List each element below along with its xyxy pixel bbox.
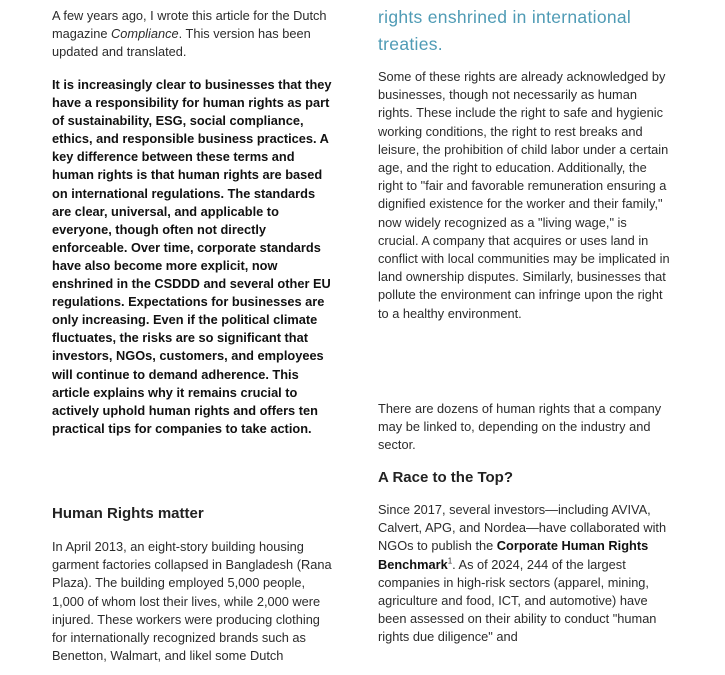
benchmark-link: Corporate Human Rights Benchmark xyxy=(378,538,649,572)
rights-paragraph: Some of these rights are already acknowledged by businesses, though not necessarily as human rights. These include the right to safe and hygienic working conditions, the right to rest breaks and leisure, the prohibition of child labor under a certain age, and the right to education. Additionally, the right to "fair and favorable remuneration ensuring a dignified existence for the worker and their family," now widely recognized as a "living wage," is crucial. A company that acquires or uses land in conflict with local communities may be implicated in land ownership disputes. Similarly, businesses that pollute the environment can infringe upon the right to a healthy environment. xyxy=(378,69,670,321)
dozens-paragraph: There are dozens of human rights that a company may be linked to, depending on the industry and sector. xyxy=(378,401,662,453)
section-heading-race: A Race to the Top? xyxy=(378,469,513,486)
rana-plaza-paragraph: In April 2013, an eight-story building housing garment factories collapsed in Bangladesh (Rana Plaza). The building employed 5,000 people, 1,000 of whom lost their lives, while 2,000 were injured. These workers were producing clothing for internationally recognized brands such as Benetton, Walmart, and likel some Dutch xyxy=(52,539,332,664)
footnote-marker: 1 xyxy=(447,556,453,566)
benchmark-paragraph xyxy=(378,501,670,647)
magazine-title: Compliance xyxy=(111,26,179,42)
benchmark-text-start: Since 2017, several investors—including AVIVA, Calvert, APG, and Nordea—have collaborated with NGOs to publish the xyxy=(378,502,667,554)
lead-paragraph: It is increasingly clear to businesses that they have a responsibility for human rights as part of sustainability, ESG, social compliance, ethics, and responsible business practices. A key difference between these terms and human rights is that human rights are based on international regulations. The standards are clear, universal, and applicable to everyone, though often not directly enforceable. Over time, corporate standards have also become more explicit, now enshrined in the CSDDD and several other EU regulations. Expectations for businesses are only increasing. Even if the political climate fluctuates, the risks are so significant that investors, NGOs, customers, and employees will continue to demand adherence. This article explains why it remains crucial to actively uphold human rights and offers ten practical tips for companies to take action. xyxy=(52,77,332,436)
benchmark-text-end: . As of 2024, 244 of the largest companies in high-risk sectors (apparel, mining, agriculture and food, ICT, and automotive) have been assessed on their ability to conduct "human rights due diligence" and xyxy=(378,556,657,645)
intro-text-end: . This version has been updated and translated. xyxy=(52,26,311,60)
intro-paragraph xyxy=(52,7,337,62)
section-heading-human-rights: Human Rights matter xyxy=(52,505,204,522)
intro-text-start: A few years ago, I wrote this article for the Dutch magazine xyxy=(52,8,327,42)
pull-quote: rights enshrined in international treaties. xyxy=(378,7,632,54)
